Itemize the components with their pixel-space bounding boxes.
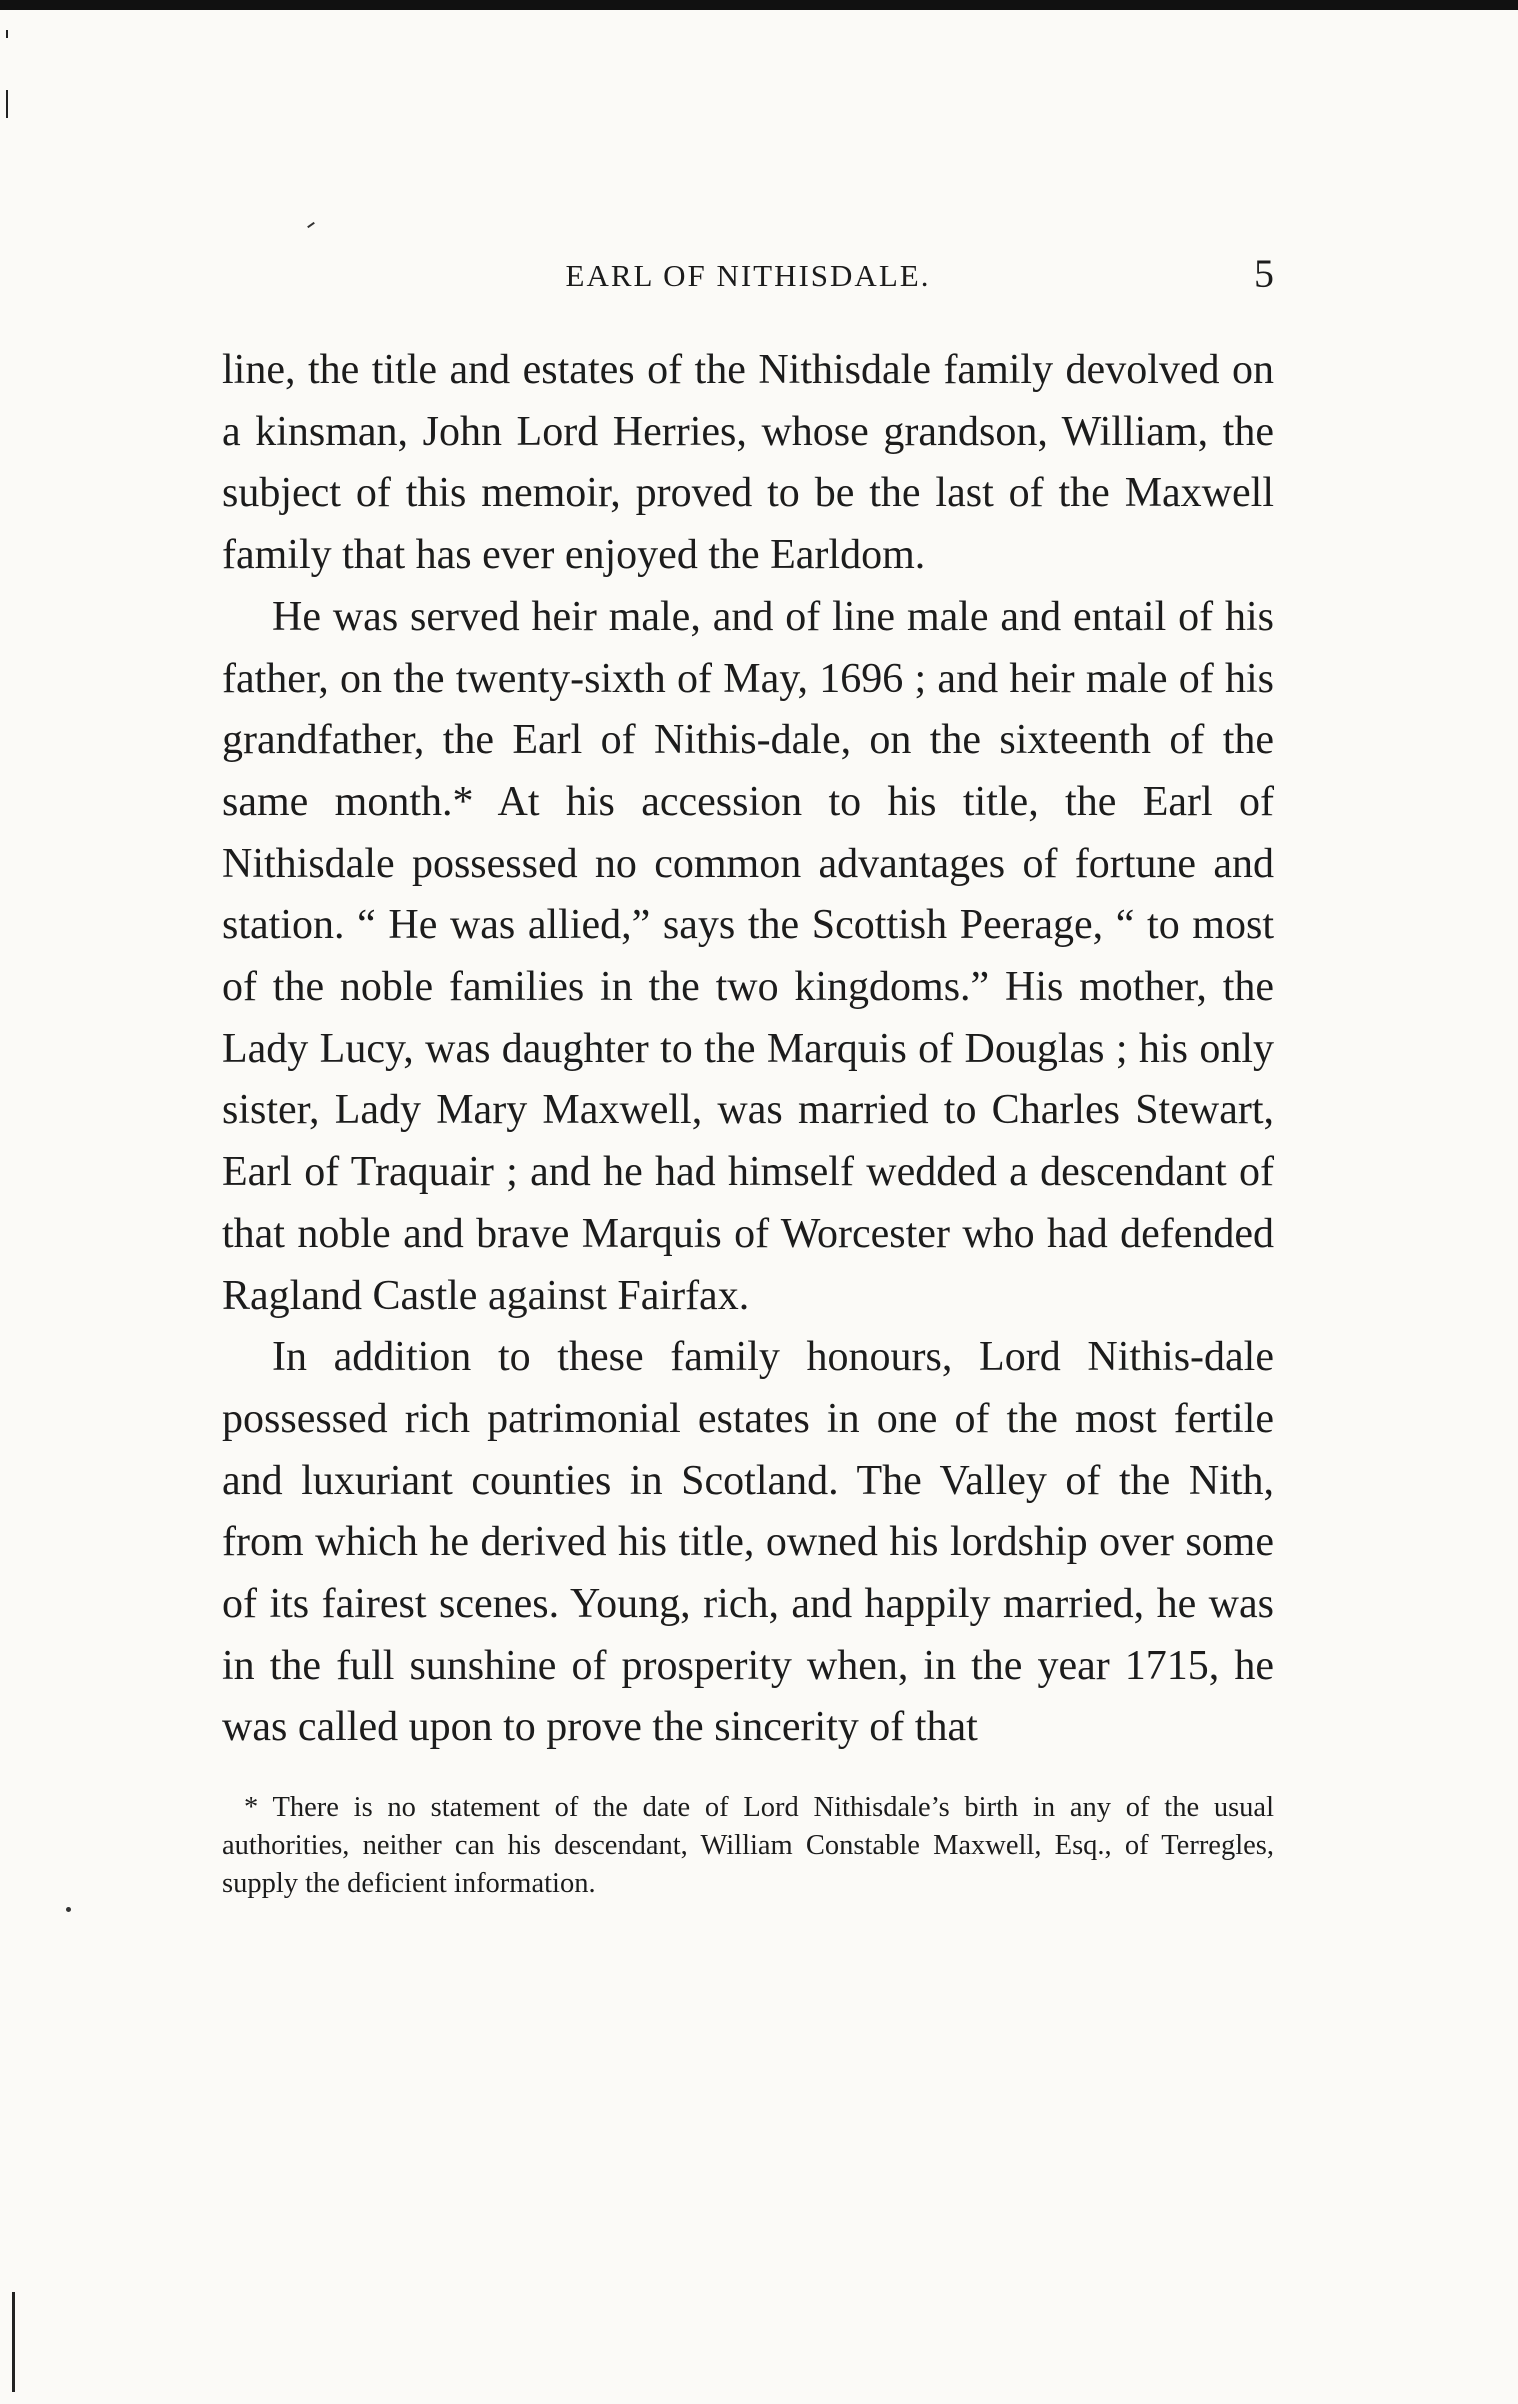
scan-edge-mark — [6, 30, 8, 38]
stray-ink-mark — [307, 222, 315, 228]
running-head — [222, 250, 1274, 310]
running-title: EARL OF NITHISDALE. — [565, 258, 931, 293]
paragraph: In addition to these family honours, Lord Nithis-dale possessed rich patrimonial estates in one of the most fertile and luxuriant counties in Scotland. The Valley of the Nith, from which he derived his title, owned his lordship over some of its fairest scenes. Young, rich, and happily married, he was in the full sunshine of prosperity when, in the year 1715, he was called upon to prove the sincerity of that — [222, 1334, 1274, 1751]
stray-ink-mark — [66, 1907, 71, 1912]
top-scan-edge — [0, 0, 1518, 10]
footnote-text: * There is no statement of the date of Lord Nithisdale’s birth in any of the usual authorities, neither can his descendant, William Constable Maxwell, Esq., of Terregles, supply the deficient information. — [222, 1792, 1274, 1900]
book-page — [222, 250, 1274, 1903]
paragraph: line, the title and estates of the Nithisdale family devolved on a kinsman, John Lord Herries, whose grandson, William, the subject of this memoir, proved to be the last of the Maxwell family that has ever enjoyed the Earldom. — [222, 347, 1274, 579]
paragraph: He was served heir male, and of line male and entail of his father, on the twenty-sixth of May, 1696 ; and heir male of his grandfather, the Earl of Nithis-dale, on the sixteenth of the same month.* At his accession to his title, the Earl of Nithisdale possessed no common advantages of fortune and station. “ He was allied,” says the Scottish Peerage, “ to most of the noble families in the two kingdoms.” His mother, the Lady Lucy, was daughter to the Marquis of Douglas ; his only sister, Lady Mary Maxwell, was married to Charles Stewart, Earl of Traquair ; and he had himself wedded a descendant of that noble and brave Marquis of Worcester who had defended Ragland Castle against Fairfax. — [222, 593, 1274, 1319]
page-number: 5 — [1254, 251, 1274, 296]
scan-edge-mark — [12, 2292, 15, 2392]
scan-edge-mark — [6, 90, 8, 118]
body-text — [222, 340, 1274, 1759]
footnote — [222, 1789, 1274, 1903]
